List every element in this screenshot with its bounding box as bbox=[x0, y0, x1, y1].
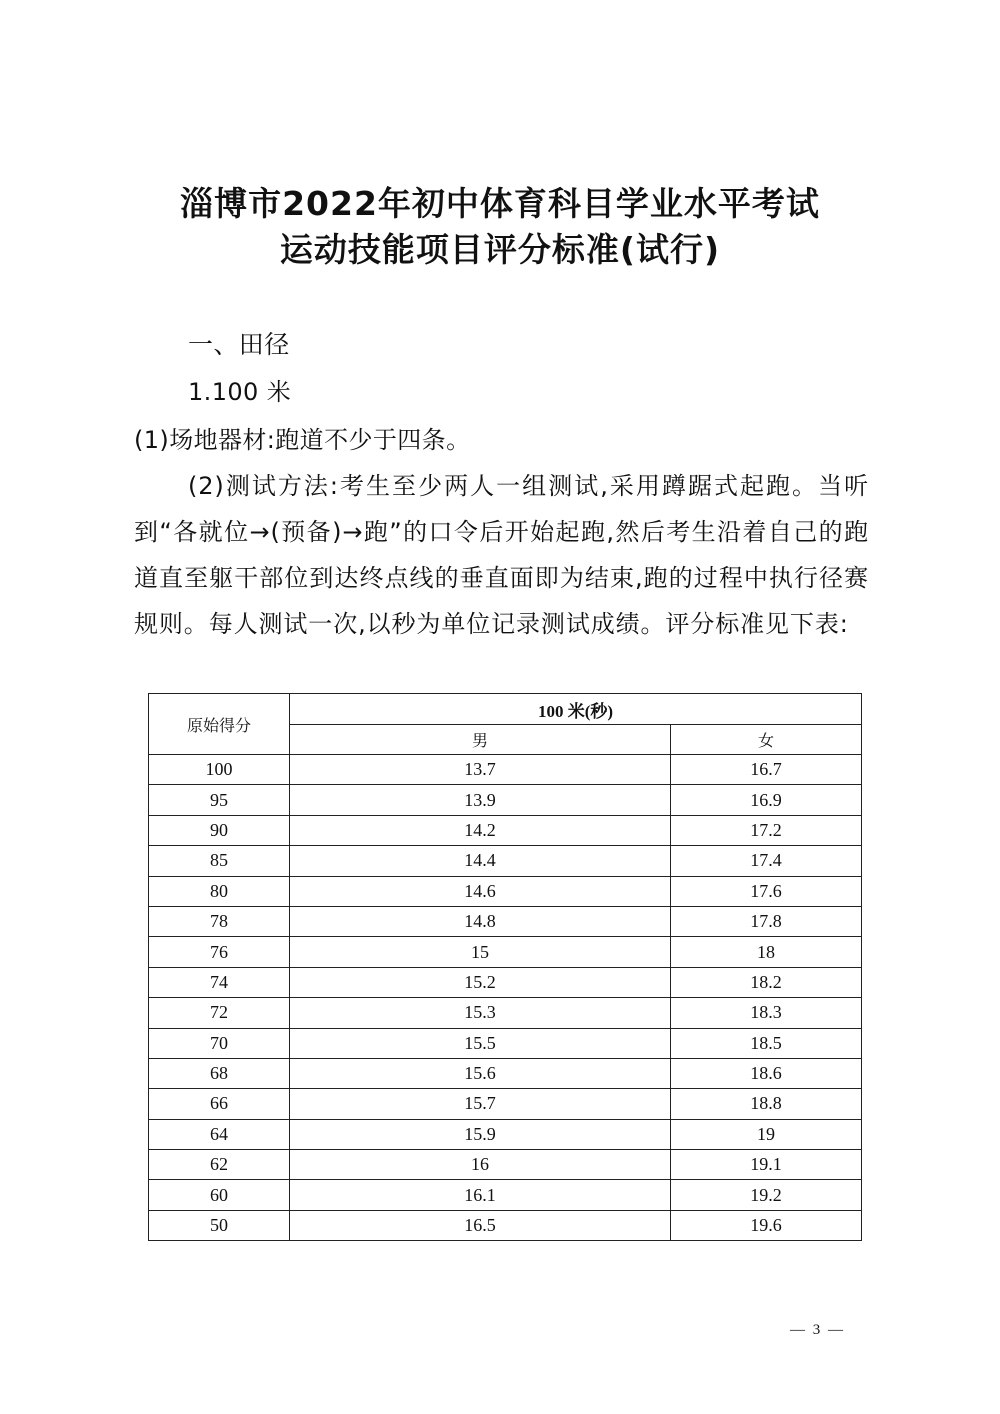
female-time-cell: 18.8 bbox=[671, 1089, 862, 1119]
table-body bbox=[149, 755, 862, 1241]
table-row bbox=[149, 1210, 862, 1240]
score-cell: 68 bbox=[149, 1058, 290, 1088]
male-time-cell: 15.7 bbox=[290, 1089, 671, 1119]
equipment-paragraph: (1)场地器材:跑道不少于四条。 bbox=[134, 426, 471, 454]
table-row bbox=[149, 967, 862, 997]
score-cell: 64 bbox=[149, 1119, 290, 1149]
section-heading: 一、田径 bbox=[188, 330, 290, 359]
score-column-header: 原始得分 bbox=[149, 694, 290, 755]
male-time-cell: 14.4 bbox=[290, 846, 671, 876]
score-cell: 72 bbox=[149, 998, 290, 1028]
score-cell: 74 bbox=[149, 967, 290, 997]
male-time-cell: 16 bbox=[290, 1150, 671, 1180]
table-row bbox=[149, 1028, 862, 1058]
male-time-cell: 15.6 bbox=[290, 1058, 671, 1088]
male-time-cell: 13.9 bbox=[290, 785, 671, 815]
table-row bbox=[149, 785, 862, 815]
scoring-table bbox=[148, 693, 862, 1241]
score-cell: 60 bbox=[149, 1180, 290, 1210]
table-row bbox=[149, 1058, 862, 1088]
table-row bbox=[149, 937, 862, 967]
female-time-cell: 17.6 bbox=[671, 876, 862, 906]
score-cell: 70 bbox=[149, 1028, 290, 1058]
male-time-cell: 14.2 bbox=[290, 815, 671, 845]
male-time-cell: 15.2 bbox=[290, 967, 671, 997]
female-time-cell: 16.7 bbox=[671, 755, 862, 785]
female-time-cell: 19.6 bbox=[671, 1210, 862, 1240]
table-row bbox=[149, 906, 862, 936]
female-time-cell: 17.2 bbox=[671, 815, 862, 845]
score-cell: 66 bbox=[149, 1089, 290, 1119]
female-time-cell: 18.3 bbox=[671, 998, 862, 1028]
subsection-title: 1.100 米 bbox=[188, 378, 292, 406]
table-row bbox=[149, 1180, 862, 1210]
female-time-cell: 18.2 bbox=[671, 967, 862, 997]
table-row bbox=[149, 1119, 862, 1149]
score-cell: 62 bbox=[149, 1150, 290, 1180]
document-title-line2: 运动技能项目评分标准(试行) bbox=[279, 230, 721, 269]
male-time-cell: 14.6 bbox=[290, 876, 671, 906]
female-time-cell: 18 bbox=[671, 937, 862, 967]
male-time-cell: 13.7 bbox=[290, 755, 671, 785]
male-time-cell: 15.3 bbox=[290, 998, 671, 1028]
document-title-line1: 淄博市2022年初中体育科目学业水平考试 bbox=[180, 184, 820, 223]
table-row bbox=[149, 815, 862, 845]
female-time-cell: 16.9 bbox=[671, 785, 862, 815]
male-time-cell: 16.1 bbox=[290, 1180, 671, 1210]
score-cell: 76 bbox=[149, 937, 290, 967]
score-cell: 95 bbox=[149, 785, 290, 815]
female-time-cell: 19 bbox=[671, 1119, 862, 1149]
score-cell: 100 bbox=[149, 755, 290, 785]
table-row bbox=[149, 876, 862, 906]
female-time-cell: 18.5 bbox=[671, 1028, 862, 1058]
female-column-header: 女 bbox=[671, 725, 862, 755]
female-time-cell: 19.2 bbox=[671, 1180, 862, 1210]
female-time-cell: 18.6 bbox=[671, 1058, 862, 1088]
score-cell: 85 bbox=[149, 846, 290, 876]
score-cell: 78 bbox=[149, 906, 290, 936]
table-row bbox=[149, 998, 862, 1028]
male-time-cell: 16.5 bbox=[290, 1210, 671, 1240]
male-time-cell: 15.5 bbox=[290, 1028, 671, 1058]
male-time-cell: 15.9 bbox=[290, 1119, 671, 1149]
female-time-cell: 19.1 bbox=[671, 1150, 862, 1180]
score-cell: 80 bbox=[149, 876, 290, 906]
score-cell: 50 bbox=[149, 1210, 290, 1240]
male-time-cell: 14.8 bbox=[290, 906, 671, 936]
table-row bbox=[149, 1150, 862, 1180]
male-column-header: 男 bbox=[290, 725, 671, 755]
table-row bbox=[149, 755, 862, 785]
event-column-header: 100 米(秒) bbox=[290, 694, 862, 725]
female-time-cell: 17.4 bbox=[671, 846, 862, 876]
male-time-cell: 15 bbox=[290, 937, 671, 967]
page-number: — 3 — bbox=[790, 1322, 845, 1338]
table-row bbox=[149, 1089, 862, 1119]
table-row bbox=[149, 846, 862, 876]
female-time-cell: 17.8 bbox=[671, 906, 862, 936]
method-paragraph: (2)测试方法:考生至少两人一组测试,采用蹲踞式起跑。当听到“各就位→(预备)→跑”的口令后开始起跑,然后考生沿着自己的跑道直至躯干部位到达终点线的垂直面即为结束,跑的过程中执行径赛规则。每人测试一次,以秒为单位记录测试成绩。评分标准见下表: bbox=[134, 472, 869, 638]
score-cell: 90 bbox=[149, 815, 290, 845]
